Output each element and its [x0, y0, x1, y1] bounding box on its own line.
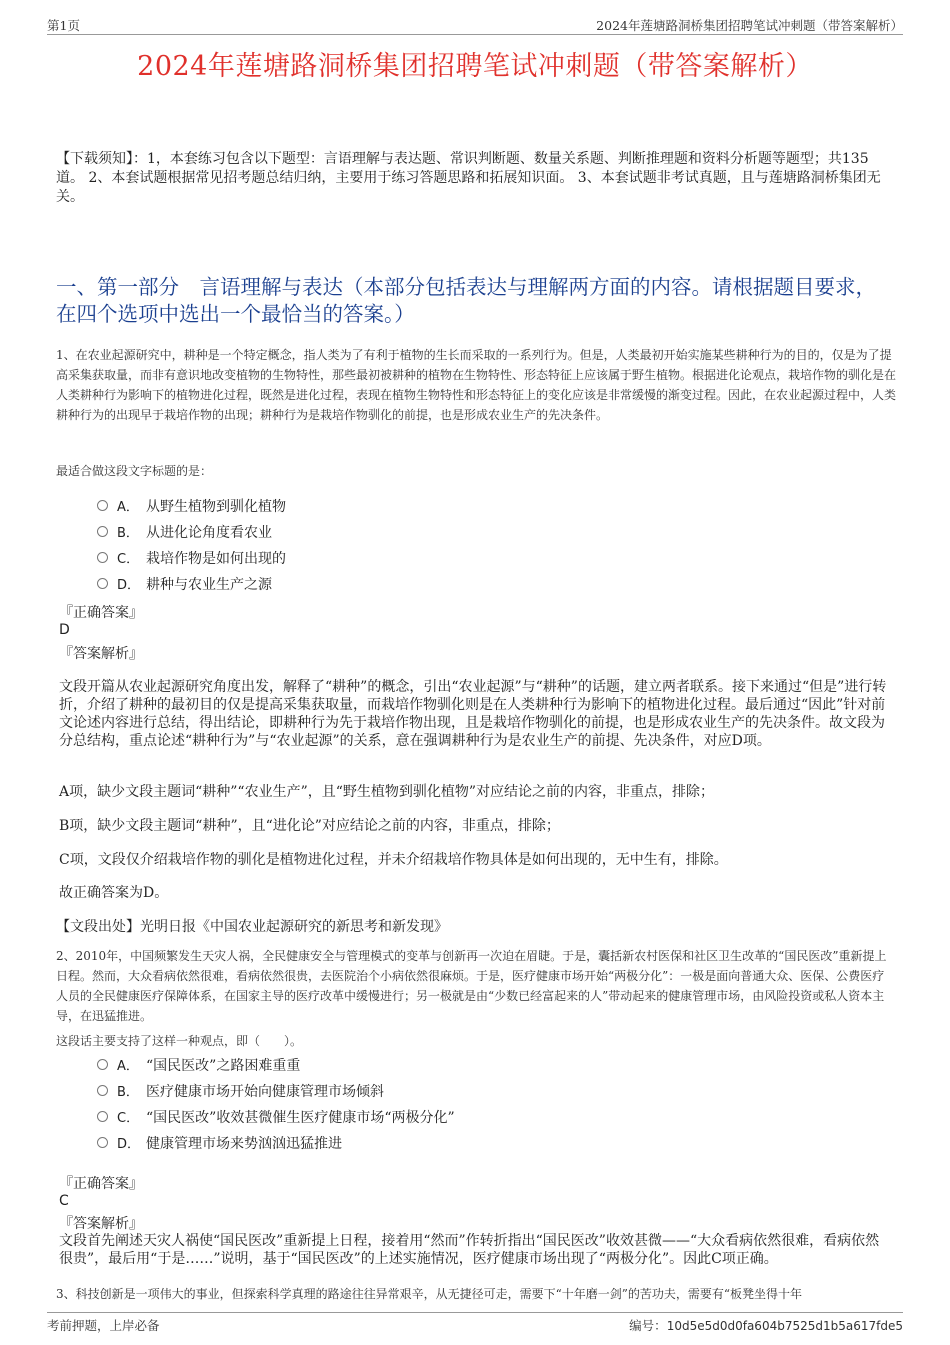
- question-1-source: 【文段出处】光明日报《中国农业起源研究的新思考和新发现》: [56, 919, 448, 935]
- question-1-option-b[interactable]: B． 从进化论角度看农业: [97, 522, 272, 542]
- question-1-stem: 1、在农业起源研究中，耕种是一个特定概念，指人类为了有利于植物的生长而采取的一系列行为。但是，人类最初开始实施某些耕种行为的目的，仅是为了提高采集获取量，而非有意识地改变植物的生物特性，那些最初被耕种的植物在生物特性、形态特征上应该属于野生植物。根据进化论观点，栽培作物的驯化是在人类耕种行为影响下的植物进化过程，既然是进化过程，表现在植物生物特性和形态特征上的变化应该是非常缓慢的渐变过程。因此，在农业起源过程中，人类耕种行为的出现早于栽培作物的出现；耕种行为是栽培作物驯化的前提，也是形成农业生产的先决条件。: [56, 348, 897, 422]
- page-footer: [47, 1312, 903, 1333]
- section-heading: 一、第一部分 言语理解与表达（本部分包括表达与理解两方面的内容。请根据题目要求，在四个选项中选出一个最恰当的答案。）: [56, 275, 876, 326]
- question-1-analysis-c: C项，文段仅介绍栽培作物的驯化是植物进化过程，并未介绍栽培作物具体是如何出现的，无中生有，排除。: [59, 852, 728, 868]
- question-1-answer: D: [59, 622, 70, 638]
- page-number: 第1页: [47, 18, 80, 33]
- radio-icon[interactable]: [97, 1111, 108, 1122]
- question-1-prompt: 最适合做这段文字标题的是：: [56, 464, 213, 478]
- footer-slogan: 考前押题，上岸必备: [47, 1318, 160, 1333]
- radio-icon[interactable]: [97, 500, 108, 511]
- radio-icon[interactable]: [97, 526, 108, 537]
- question-2-answer: C: [59, 1193, 69, 1209]
- question-2-option-c[interactable]: C． “国民医改”收效甚微催生医疗健康市场“两极分化”: [97, 1107, 455, 1127]
- question-2-option-d[interactable]: D． 健康管理市场来势汹汹迅猛推进: [97, 1133, 342, 1153]
- question-3-stem: 3、科技创新是一项伟大的事业，但探索科学真理的路途往往异常艰辛，从无捷径可走，需要下“十年磨一剑”的苦功夫，需要有“板凳坐得十年: [56, 1287, 803, 1301]
- download-notice: 【下载须知】：1，本套练习包含以下题型：言语理解与表达题、常识判断题、数量关系题、判断推理题和资料分析题等题型；共135道。 2、本套试题根据常见招考题总结归纳，主要用于练习答题思路和拓展知识面。 3、本套试题非考试真题，且与莲塘路洞桥集团无关。: [56, 151, 881, 205]
- question-1-option-a[interactable]: A． 从野生植物到驯化植物: [97, 496, 286, 516]
- question-1-analysis: 文段开篇从农业起源研究角度出发，解释了“耕种”的概念，引出“农业起源”与“耕种”的话题，建立两者联系。接下来通过“但是”进行转折，介绍了耕种的最初目的仅是提高采集获取量，而栽培作物驯化则是在人类耕种行为影响下的植物进化过程。最后通过“因此”针对前文论述内容进行总结，得出结论，即耕种行为先于栽培作物出现，且是栽培作物驯化的前提，也是形成农业生产的先决条件。故文段为分总结构，重点论述“耕种行为”与“农业起源”的关系，意在强调耕种行为是农业生产的前提、先决条件，对应D项。: [59, 679, 887, 749]
- question-2-stem: 2、2010年，中国频繁发生天灾人祸，全民健康安全与管理模式的变革与创新再一次迫在眉睫。于是，囊括新农村医保和社区卫生改革的“国民医改”重新提上日程。然而，大众看病依然很难，看病依然很贵，去医院治个小病依然很麻烦。于是，医疗健康市场开始“两极分化”：一极是面向普通大众、医保、公费医疗人员的全民健康医疗保障体系，在国家主导的医疗改革中缓慢进行；另一极就是由“少数已经富起来的人”带动起来的健康管理市场，由风险投资或私人资本主导，在迅猛推进。: [56, 949, 887, 1023]
- question-1-conclusion: 故正确答案为D。: [59, 885, 169, 901]
- question-1-option-d[interactable]: D． 耕种与农业生产之源: [97, 574, 272, 594]
- question-1-analysis-label: 『答案解析』: [59, 646, 143, 662]
- document-title: 2024年莲塘路洞桥集团招聘笔试冲刺题（带答案解析）: [137, 51, 813, 82]
- question-1-option-c[interactable]: C． 栽培作物是如何出现的: [97, 548, 286, 568]
- question-1-analysis-b: B项，缺少文段主题词“耕种”，且“进化论”对应结论之前的内容，非重点，排除；: [59, 818, 560, 834]
- question-2-prompt: 这段话主要支持了这样一种观点，即（ ）。: [56, 1034, 303, 1048]
- question-1-analysis-a: A项，缺少文段主题词“耕种”“农业生产”，且“野生植物到驯化植物”对应结论之前的内容，非重点，排除；: [59, 784, 715, 800]
- radio-icon[interactable]: [97, 552, 108, 563]
- question-2-correct-label: 『正确答案』: [59, 1176, 143, 1192]
- question-2-option-b[interactable]: B． 医疗健康市场开始向健康管理市场倾斜: [97, 1081, 384, 1101]
- question-1-correct-label: 『正确答案』: [59, 605, 143, 621]
- question-2-analysis-label: 『答案解析』: [59, 1216, 143, 1232]
- question-2-analysis: 文段首先阐述天灾人祸使“国民医改”重新提上日程，接着用“然而”作转折指出“国民医改”收效甚微——“大众看病依然很难，看病依然很贵”，最后用“于是……”说明，基于“国民医改”的上述实施情况，医疗健康市场出现了“两极分化”。因此C项正确。: [59, 1233, 880, 1267]
- header-doc-title: 2024年莲塘路洞桥集团招聘笔试冲刺题（带答案解析）: [596, 18, 903, 33]
- footer-code: 编号：10d5e5d0d0fa604b7525d1b5a617fde5: [629, 1318, 903, 1333]
- question-2-option-a[interactable]: A． “国民医改”之路困难重重: [97, 1055, 300, 1075]
- radio-icon[interactable]: [97, 578, 108, 589]
- radio-icon[interactable]: [97, 1137, 108, 1148]
- radio-icon[interactable]: [97, 1085, 108, 1096]
- radio-icon[interactable]: [97, 1059, 108, 1070]
- page-header: [47, 14, 903, 35]
